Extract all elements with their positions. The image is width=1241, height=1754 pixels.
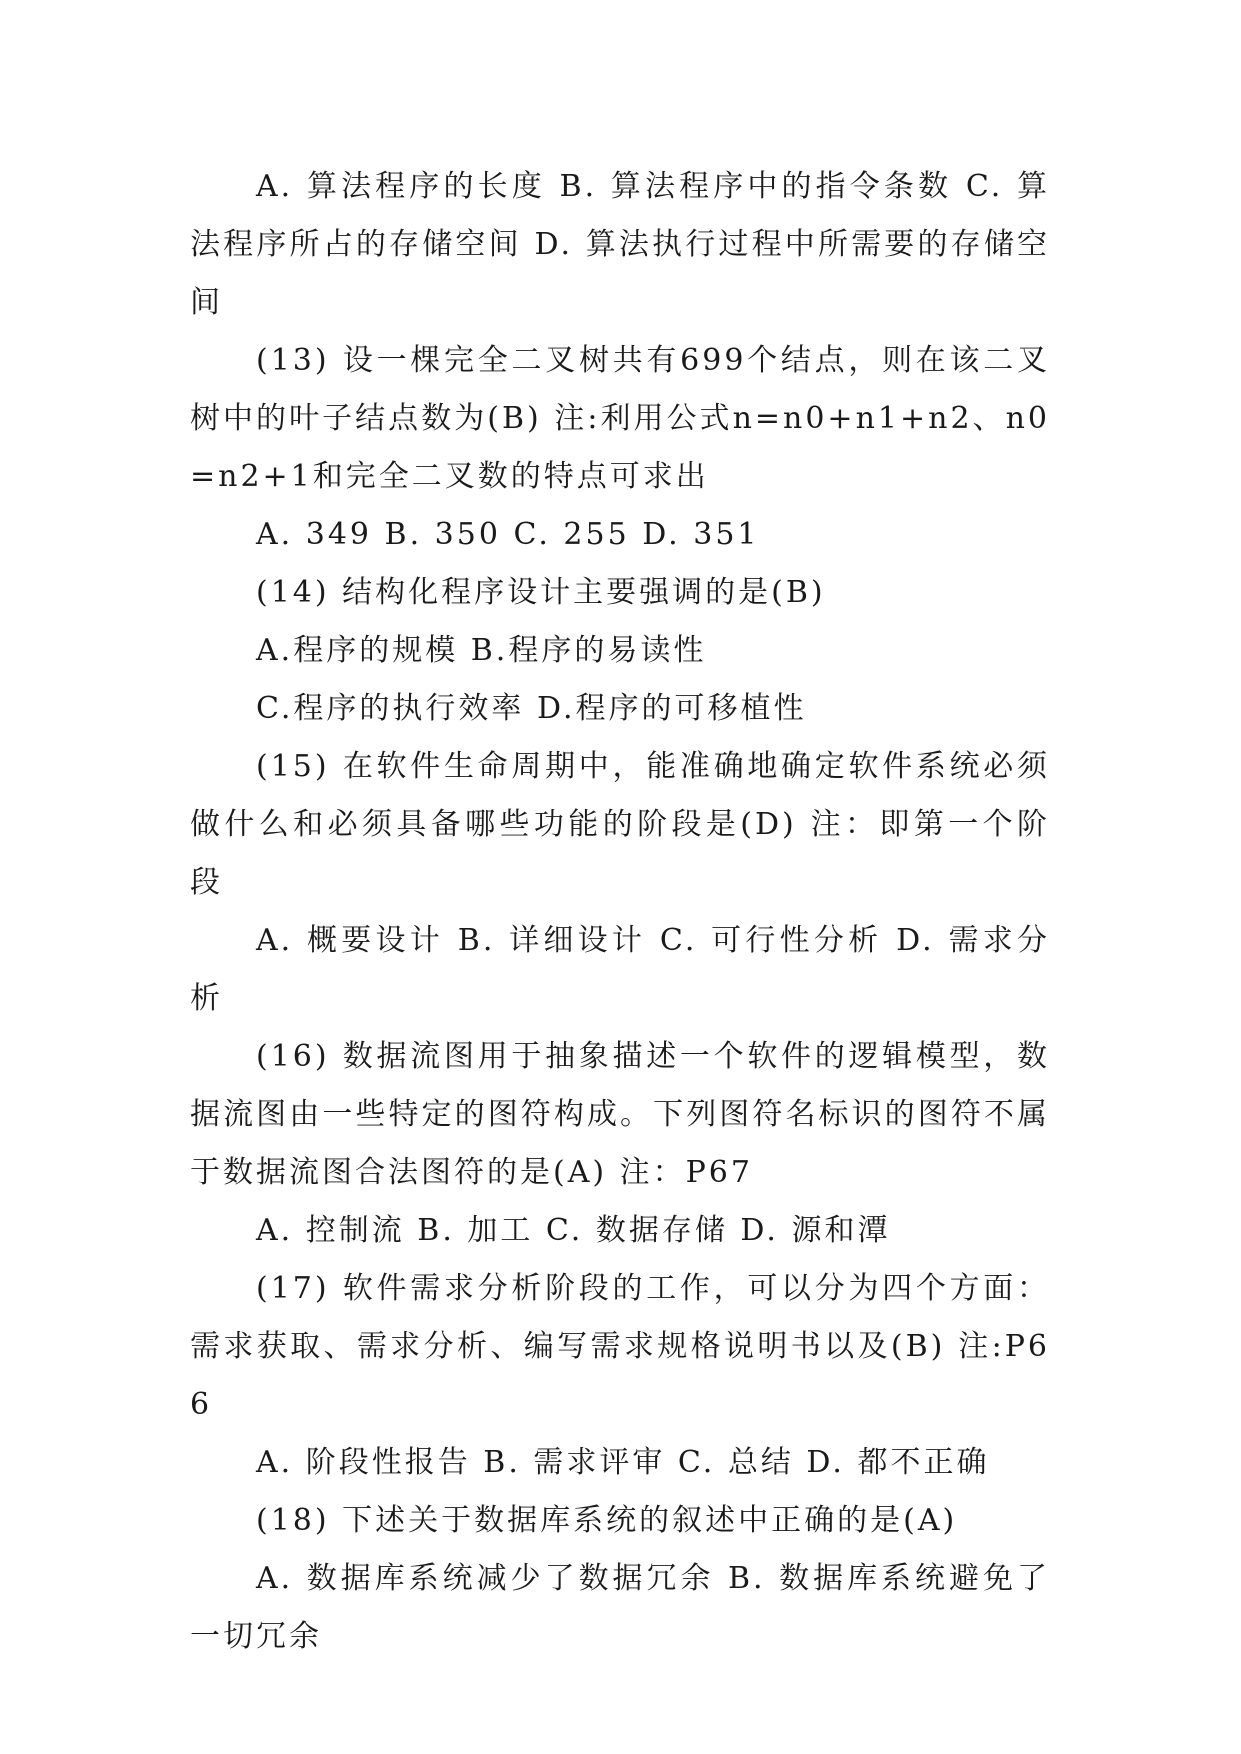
question-17: (17) 软件需求分析阶段的工作，可以分为四个方面：需求获取、需求分析、编写需求规格说明书以及(B) 注:P66 [190,1271,1050,1422]
question-14: (14) 结构化程序设计主要强调的是(B) [256,575,826,610]
options-q13: A. 349 B. 350 C. 255 D. 351 [256,517,760,552]
options-q16: A. 控制流 B. 加工 C. 数据存储 D. 源和潭 [256,1213,891,1248]
question-15: (15) 在软件生命周期中，能准确地确定软件系统必须做什么和必须具备哪些功能的阶段是(D) 注：即第一个阶段 [190,749,1050,900]
question-18: (18) 下述关于数据库系统的叙述中正确的是(A) [256,1503,958,1538]
options-q15: A. 概要设计 B. 详细设计 C. 可行性分析 D. 需求分析 [190,923,1050,1016]
question-13: (13) 设一棵完全二叉树共有699个结点，则在该二叉树中的叶子结点数为(B) 注:利用公式n=n0+n1+n2、n0=n2+1和完全二叉数的特点可求出 [190,343,1050,494]
options-q18: A. 数据库系统减少了数据冗余 B. 数据库系统避免了一切冗余 [190,1561,1050,1654]
question-16: (16) 数据流图用于抽象描述一个软件的逻辑模型，数据流图由一些特定的图符构成。下列图符名标识的图符不属于数据流图合法图符的是(A) 注：P67 [190,1039,1050,1190]
options-q12: A. 算法程序的长度 B. 算法程序中的指令条数 C. 算法程序所占的存储空间 D. 算法执行过程中所需要的存储空间 [190,169,1050,320]
options-q14-cd: C.程序的执行效率 D.程序的可移植性 [256,691,807,726]
options-q14-ab: A.程序的规模 B.程序的易读性 [256,633,707,668]
options-q17: A. 阶段性报告 B. 需求评审 C. 总结 D. 都不正确 [256,1445,990,1480]
document-body [190,158,1050,1666]
